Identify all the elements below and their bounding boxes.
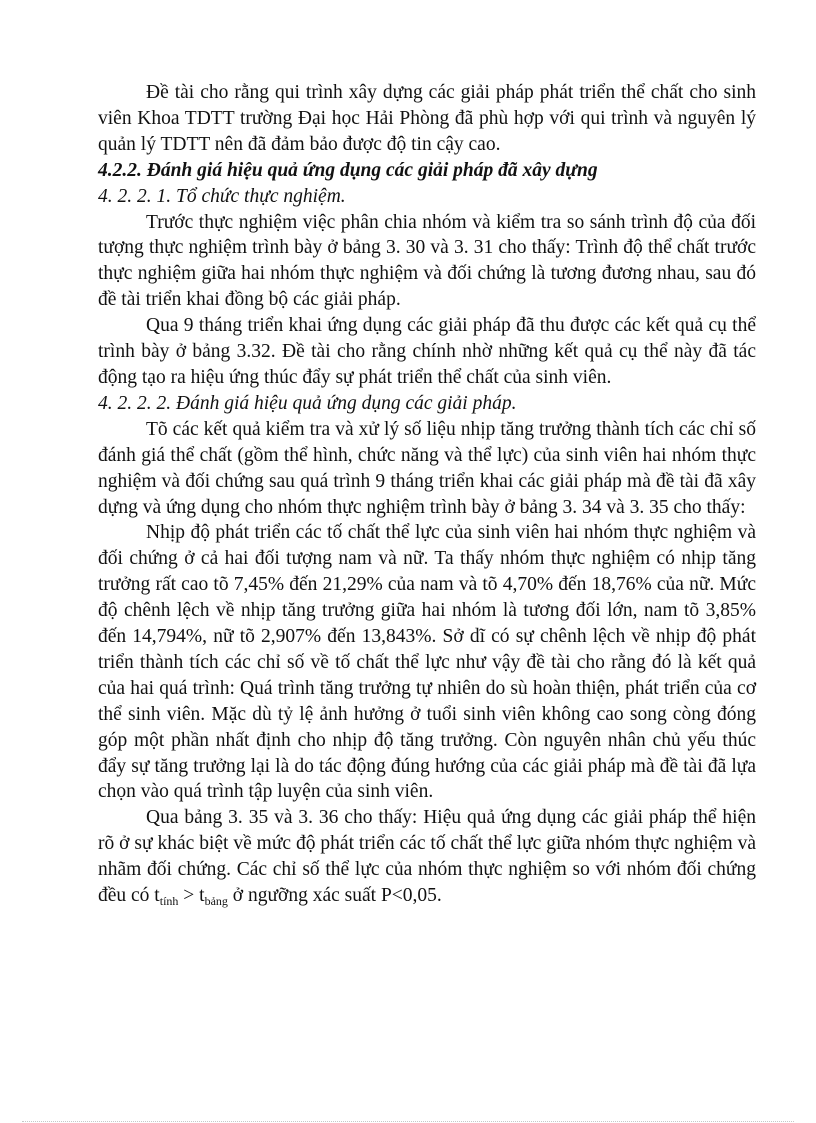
subsection-heading-4-2-2-1: 4. 2. 2. 1. Tổ chức thực nghiệm. xyxy=(98,185,346,207)
paragraph-test-results: Tõ các kết quả kiểm tra và xử lý số liệu nhịp tăng trưởng thành tích các chỉ số đánh giá thể chất (gồm thể hình, chức năng và thể lực) của sinh viên hai nhóm thực nghiệm và đối chứng sau quá trình 9 tháng triển khai các giải pháp mà đề tài đã xây dựng và ứng dụng cho nhóm thực nghiệm trình bày ở bảng 3. 34 và 3. 35 cho thấy: xyxy=(98,418,756,518)
effectiveness-text-end: ở ngưỡng xác suất P<0,05. xyxy=(227,885,442,907)
paragraph-results-overview: Qua 9 tháng triển khai ứng dụng các giải pháp đã thu được các kết quả cụ thể trình bày ở bảng 3.32. Đề tài cho rằng chính nhờ những kết quả cụ thể này đã tác động tạo ra hiệu ứng thúc đẩy sự phát triển thể chất của sinh viên. xyxy=(98,315,756,388)
section-heading-4-2-2: 4.2.2. Đánh giá hiệu quả ứng dụng các giải pháp đã xây dựng xyxy=(98,159,598,181)
document-page xyxy=(98,80,756,909)
effectiveness-text-start: Qua bảng 3. 35 và 3. 36 cho thấy: Hiệu quả ứng dụng các giải pháp thể hiện rõ ở sự khác biệt về mức độ phát triển các tố chất thể lực giữa nhóm thực nghiệm và nhãm đối chứng. Các chỉ số thể lực của nhóm thực nghiệm so với nhóm đối chứng đều có t xyxy=(98,807,756,907)
t-calculated-subscript: tính xyxy=(159,894,179,909)
paragraph-effectiveness xyxy=(98,805,756,909)
effectiveness-text-compare: > t xyxy=(178,885,205,907)
paragraph-intro: Đề tài cho rằng qui trình xây dựng các giải pháp phát triển thể chất cho sinh viên Khoa TDTT trường Đại học Hải Phòng đã phù hợp với qui trình và nguyên lý quản lý TDTT nên đã đảm bảo được độ tin cậy cao. xyxy=(98,82,756,155)
paragraph-growth-rate: Nhịp độ phát triển các tố chất thể lực của sinh viên hai nhóm thực nghiệm và đối chứng ở cả hai đối tượng nam và nữ. Ta thấy nhóm thực nghiệm có nhịp tăng trưởng rất cao tõ 7,45% đến 21,29% của nam và tõ 4,70% đến 18,76% của nữ. Mức độ chênh lệch về nhịp tăng trưởng giữa hai nhóm là tương đối lớn, nam tõ 3,85% đến 14,794%, nữ tõ 2,907% đến 13,843%. Sở dĩ có sự chênh lệch về nhịp độ phát triển thành tích các chỉ số về tố chất thể lực như vậy đề tài cho rằng đó là kết quả của hai quá trình: Quá trình tăng trưởng tự nhiên do sù hoàn thiện, phát triển của cơ thể sinh viên. Mặc dù tỷ lệ ảnh hưởng ở tuổi sinh viên không cao song còng đóng góp một phần nhất định cho nhịp độ tăng trưởng. Còn nguyên nhân chủ yếu thúc đẩy sự tăng trưởng lại là do tác động đúng hướng của các giải pháp mà đề tài đã lựa chọn vào quá trình tập luyện của sinh viên. xyxy=(98,522,756,803)
paragraph-experiment-setup: Trước thực nghiệm việc phân chia nhóm và kiểm tra so sánh trình độ của đối tượng thực nghiệm trình bày ở bảng 3. 30 và 3. 31 cho thấy: Trình độ thể chất trước thực nghiệm giữa hai nhóm thực nghiệm và đối chứng là tương đương nhau, sau đó đề tài triển khai đồng bộ các giải pháp. xyxy=(98,211,756,311)
page-bottom-divider xyxy=(22,1121,794,1122)
subsection-heading-4-2-2-2: 4. 2. 2. 2. Đánh giá hiệu quả ứng dụng các giải pháp. xyxy=(98,392,517,414)
t-table-subscript: bảng xyxy=(204,894,228,909)
